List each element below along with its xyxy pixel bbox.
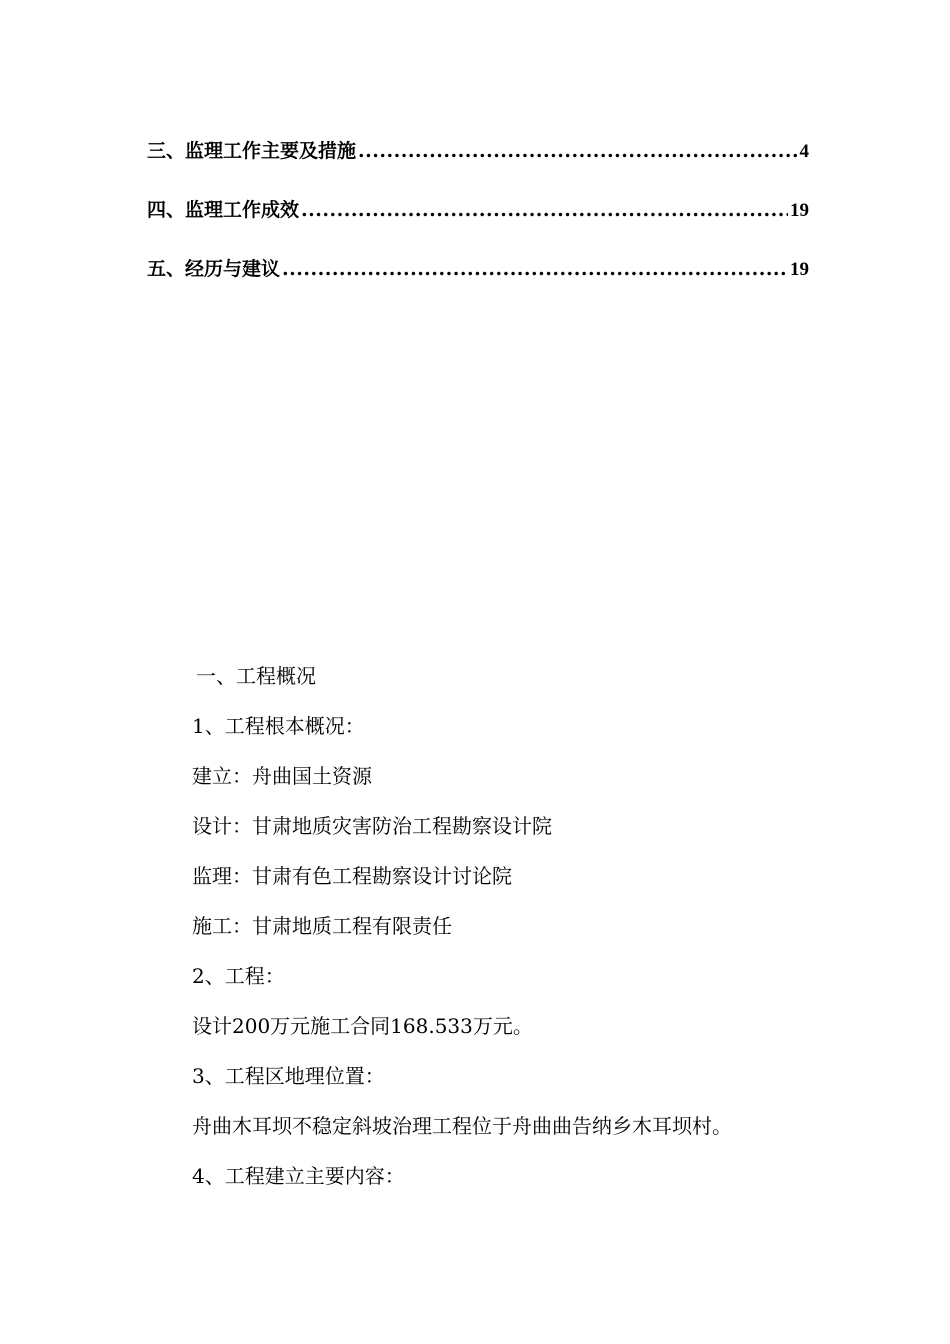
- toc-dot-leader: [301, 195, 788, 225]
- item-heading: 2、工程：: [192, 964, 285, 988]
- toc-entry[interactable]: [147, 254, 809, 313]
- section-heading: 一、工程概况: [196, 664, 316, 688]
- paragraph: 设计200万元施工合同168.533万元。: [192, 1014, 533, 1038]
- toc-entry-title: 四、监理工作成效: [147, 199, 300, 221]
- table-of-contents: [147, 136, 809, 313]
- toc-entry[interactable]: [147, 136, 809, 195]
- paragraph: 舟曲木耳坝不稳定斜坡治理工程位于舟曲曲告纳乡木耳坝村。: [192, 1114, 732, 1138]
- item-heading: 1、工程根本概况：: [192, 714, 365, 738]
- toc-entry-page: 19: [790, 200, 809, 221]
- toc-entry-page: 19: [790, 259, 809, 280]
- item-heading: 3、工程区地理位置：: [192, 1064, 385, 1088]
- paragraph: 施工：甘肃地质工程有限责任: [192, 914, 452, 938]
- paragraph: 设计：甘肃地质灾害防治工程勘察设计院: [192, 814, 552, 838]
- toc-dot-leader: [358, 136, 797, 166]
- toc-entry[interactable]: [147, 195, 809, 254]
- toc-entry-title: 三、监理工作主要及措施: [147, 140, 357, 162]
- paragraph: 建立：舟曲国土资源: [192, 764, 372, 788]
- paragraph: 监理：甘肃有色工程勘察设计讨论院: [192, 864, 512, 888]
- document-body: [192, 660, 832, 1210]
- item-heading: 4、工程建立主要内容：: [192, 1164, 405, 1188]
- toc-dot-leader: [282, 254, 788, 284]
- toc-entry-page: 4: [799, 141, 809, 162]
- toc-entry-title: 五、经历与建议: [147, 258, 281, 280]
